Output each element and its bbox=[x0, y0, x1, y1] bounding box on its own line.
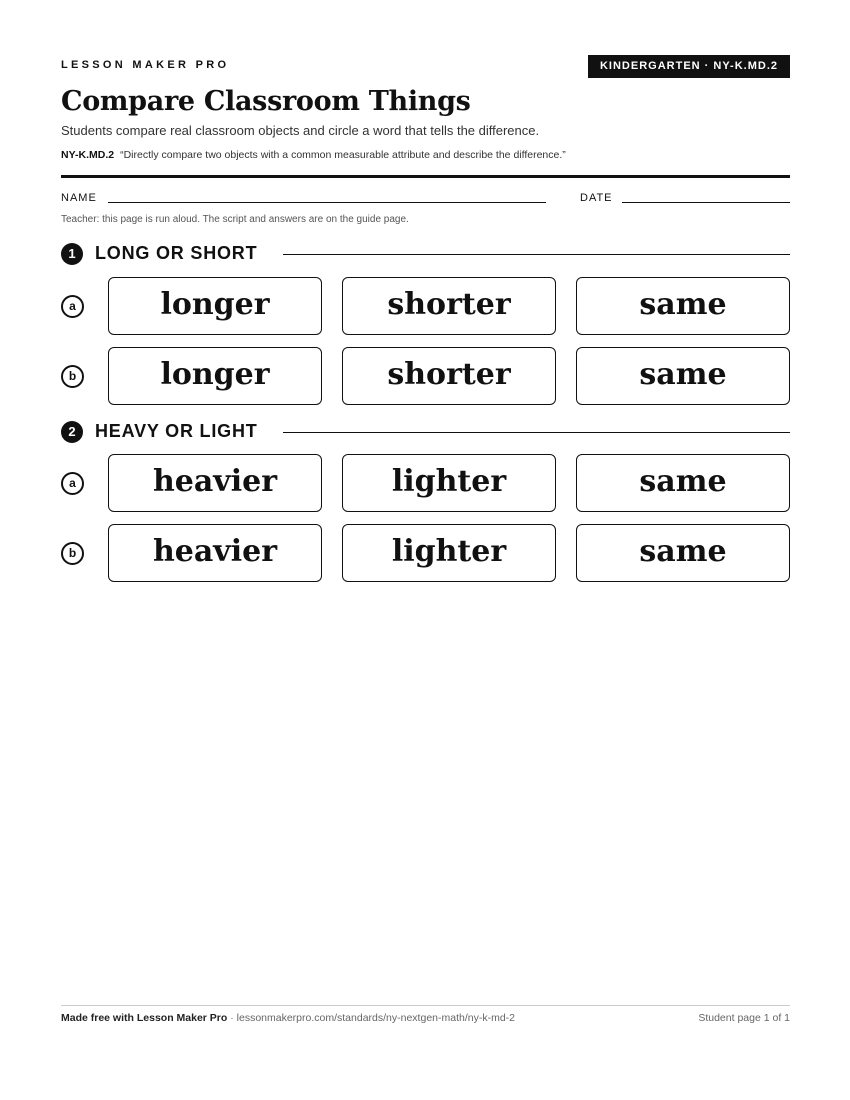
choice-same[interactable]: same bbox=[576, 524, 790, 582]
date-label: DATE bbox=[580, 192, 613, 204]
name-date-row bbox=[61, 192, 790, 208]
row-letter-badge: b bbox=[61, 365, 84, 388]
date-field[interactable] bbox=[622, 202, 790, 203]
choice-lighter[interactable]: lighter bbox=[342, 454, 556, 512]
question-row-1a bbox=[61, 277, 790, 337]
choice-heavier[interactable]: heavier bbox=[108, 524, 322, 582]
standard-statement bbox=[61, 149, 566, 161]
worksheet-page bbox=[61, 0, 790, 1100]
page-footer bbox=[61, 1012, 790, 1024]
choice-same[interactable]: same bbox=[576, 347, 790, 405]
section-divider bbox=[283, 254, 790, 255]
footer-page-number: Student page 1 of 1 bbox=[698, 1012, 790, 1024]
grade-badge: KINDERGARTEN · NY-K.MD.2 bbox=[588, 55, 790, 78]
standard-text: “Directly compare two objects with a common measurable attribute and describe the difference.” bbox=[120, 149, 566, 161]
brand-name: LESSON MAKER PRO bbox=[61, 59, 230, 71]
top-bar bbox=[61, 55, 790, 79]
choice-heavier[interactable]: heavier bbox=[108, 454, 322, 512]
question-row-2b bbox=[61, 524, 790, 584]
choice-lighter[interactable]: lighter bbox=[342, 524, 556, 582]
choice-same[interactable]: same bbox=[576, 277, 790, 335]
question-row-2a bbox=[61, 454, 790, 514]
section-heavy-or-light bbox=[61, 419, 790, 443]
choice-shorter[interactable]: shorter bbox=[342, 277, 556, 335]
name-label: NAME bbox=[61, 192, 97, 204]
row-letter-badge: a bbox=[61, 295, 84, 318]
section-number-badge: 1 bbox=[61, 243, 83, 265]
name-field[interactable] bbox=[108, 202, 546, 203]
choice-same[interactable]: same bbox=[576, 454, 790, 512]
header-divider bbox=[61, 175, 790, 178]
choice-longer[interactable]: longer bbox=[108, 277, 322, 335]
page-title: Compare Classroom Things bbox=[61, 86, 471, 117]
choice-shorter[interactable]: shorter bbox=[342, 347, 556, 405]
section-title: LONG OR SHORT bbox=[95, 243, 258, 263]
footer-divider bbox=[61, 1005, 790, 1006]
standard-code: NY-K.MD.2 bbox=[61, 149, 115, 161]
choice-longer[interactable]: longer bbox=[108, 347, 322, 405]
section-title: HEAVY OR LIGHT bbox=[95, 421, 258, 441]
page-subtitle: Students compare real classroom objects and circle a word that tells the difference. bbox=[61, 123, 540, 138]
section-number-badge: 2 bbox=[61, 421, 83, 443]
section-long-or-short bbox=[61, 241, 790, 265]
teacher-note: Teacher: this page is run aloud. The script and answers are on the guide page. bbox=[61, 214, 409, 225]
footer-made-with: Made free with Lesson Maker Pro bbox=[61, 1012, 228, 1024]
footer-url: · lessonmakerpro.com/standards/ny-nextgen-math/ny-k-md-2 bbox=[227, 1012, 516, 1024]
row-letter-badge: a bbox=[61, 472, 84, 495]
question-row-1b bbox=[61, 347, 790, 407]
section-divider bbox=[283, 432, 790, 433]
row-letter-badge: b bbox=[61, 542, 84, 565]
